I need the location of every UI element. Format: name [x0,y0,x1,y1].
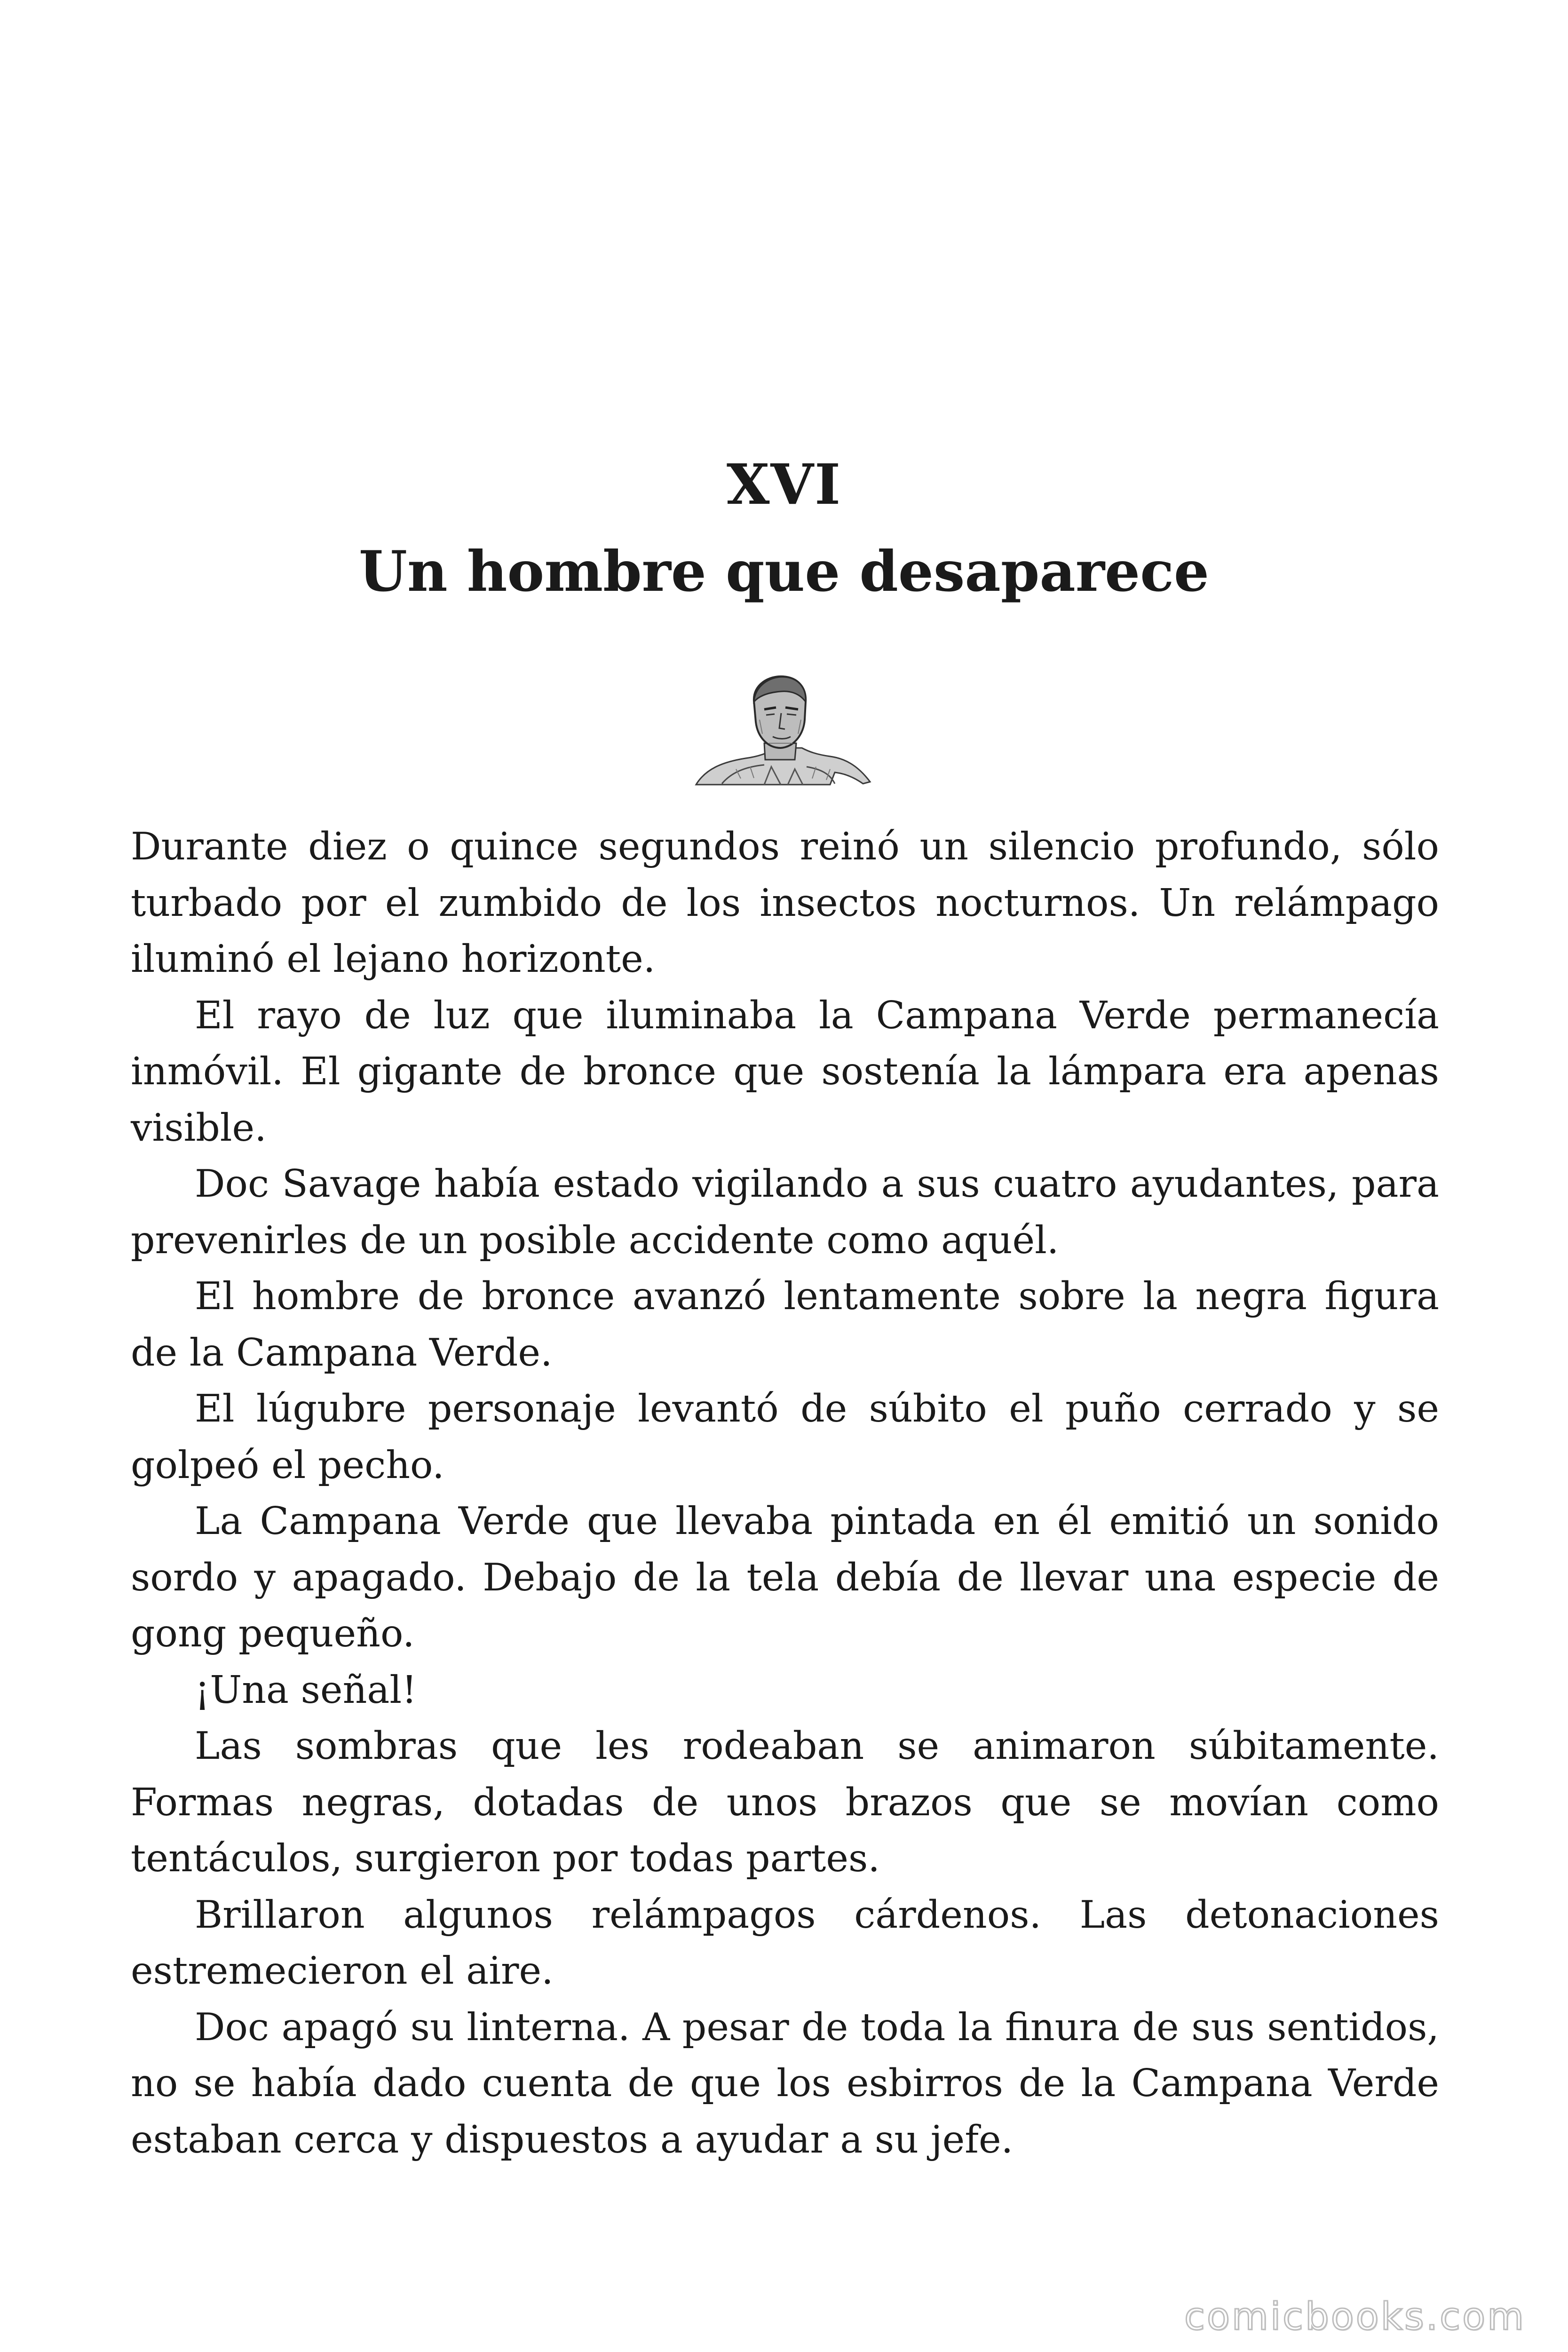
paragraph: Brillaron algunos relámpagos cárdenos. Las detonaciones estremecieron el aire. [131,1892,1439,1993]
doc-savage-bust-vignette-icon [694,673,872,786]
paragraph: El rayo de luz que iluminaba la Campana Verde permanecía inmóvil. El gigante de bronce que sostenía la lámpara era apenas visible. [131,993,1439,1150]
paragraph: El hombre de bronce avanzó lentamente sobre la negra figura de la Campana Verde. [131,1274,1439,1375]
paragraph: El lúgubre personaje levantó de súbito el puño cerrado y se golpeó el pecho. [131,1386,1439,1487]
paragraph: Durante diez o quince segundos reinó un silencio profundo, sólo turbado por el zumbido de los insectos nocturnos. Un relámpago iluminó el lejano horizonte. [131,824,1439,981]
chapter-body-text [131,818,1439,2168]
paragraph: Doc apagó su linterna. A pesar de toda la finura de sus sentidos, no se había dado cuenta de que los esbirros de la Campana Verde estaban cerca y dispuestos a ayudar a su jefe. [131,2004,1439,2161]
site-watermark: comicbooks.com [1184,2295,1526,2338]
chapter-number: XVI [726,452,842,517]
paragraph: La Campana Verde que llevaba pintada en él emitió un sonido sordo y apagado. Debajo de la tela debía de llevar una especie de gong pequeño. [131,1499,1439,1655]
paragraph: Las sombras que les rodeaban se animaron súbitamente. Formas negras, dotadas de unos brazos que se movían como tentáculos, surgieron por todas partes. [131,1724,1439,1880]
paragraph: ¡Una señal! [195,1667,417,1712]
paragraph: Doc Savage había estado vigilando a sus cuatro ayudantes, para prevenirles de un posible accidente como aquél. [131,1161,1439,1262]
chapter-title: Un hombre que desaparece [358,539,1210,604]
